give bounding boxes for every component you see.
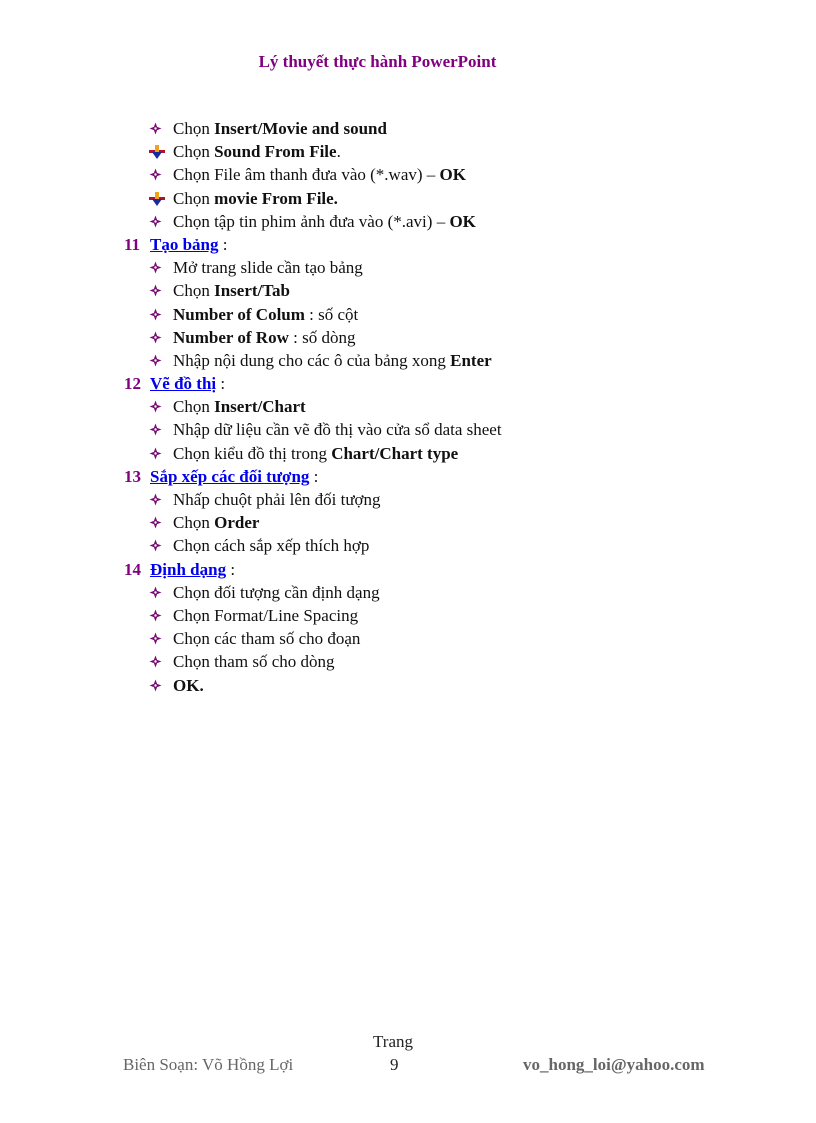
list-item <box>0 650 816 673</box>
diamond-icon <box>149 442 167 465</box>
page-header-title: Lý thuyết thực hành PowerPoint <box>258 52 497 71</box>
section-number: 13 <box>124 466 141 486</box>
diamond-icon <box>149 303 167 326</box>
text-segment: Insert/Tab <box>214 281 290 301</box>
text-segment: OK. <box>173 675 204 695</box>
list-item-text <box>173 256 363 279</box>
section-number: 11 <box>124 234 141 254</box>
text-segment: Chọn <box>173 513 215 533</box>
document-body <box>0 117 816 697</box>
diamond-icon <box>149 674 167 697</box>
text-segment: Order <box>214 513 260 533</box>
section-title <box>150 372 225 395</box>
section-title-suffix: : <box>216 374 226 394</box>
section-title <box>150 233 227 256</box>
list-item-text <box>173 395 306 418</box>
text-segment: Insert/Movie and sound <box>214 119 387 138</box>
text-segment: . <box>336 142 341 162</box>
section-heading <box>0 233 816 256</box>
text-segment: Number of Colum <box>173 304 305 324</box>
diamond-icon <box>149 326 167 349</box>
list-item <box>0 674 816 697</box>
section-heading <box>0 465 816 488</box>
diamond-icon <box>149 604 167 627</box>
list-item-text <box>173 349 492 372</box>
text-segment: Chọn Format/Line Spacing <box>173 605 359 625</box>
list-item <box>0 140 816 163</box>
list-item-text <box>173 117 387 140</box>
list-item <box>0 187 816 210</box>
diamond-icon <box>149 627 167 650</box>
diamond-icon <box>149 488 167 511</box>
text-segment: movie From File. <box>214 188 338 208</box>
list-item-text <box>173 326 355 349</box>
section-title-link[interactable]: Vẽ đồ thị <box>150 374 217 394</box>
list-item <box>0 303 816 326</box>
diamond-icon <box>149 534 167 557</box>
section-number: 12 <box>124 374 141 394</box>
list-item <box>0 488 816 511</box>
footer-email: vo_hong_loi@yahoo.com <box>523 1055 705 1074</box>
section-title-suffix: : <box>218 234 228 254</box>
footer-page-number: 9 <box>390 1055 399 1074</box>
diamond-icon <box>149 163 167 186</box>
list-item <box>0 210 816 233</box>
text-segment: Chart/Chart type <box>331 443 459 463</box>
section-title-link[interactable]: Tạo bảng <box>150 234 219 254</box>
list-item-text <box>173 534 369 557</box>
text-segment: Chọn <box>173 119 215 138</box>
diamond-icon <box>149 511 167 534</box>
diamond-icon <box>149 210 167 233</box>
text-segment: Chọn đối tượng cần định dạng <box>173 582 380 602</box>
footer-author: Biên Soạn: Võ Hồng Lợi <box>123 1055 294 1074</box>
text-segment: Nhập dữ liệu cần vẽ đồ thị vào cửa sổ data sheet <box>173 420 502 440</box>
text-segment: Chọn cách sắp xếp thích hợp <box>173 536 370 556</box>
list-item <box>0 279 816 302</box>
list-item <box>0 442 816 465</box>
text-segment: Chọn các tham số cho đoạn <box>173 629 361 649</box>
text-segment: OK <box>449 211 476 231</box>
section-heading <box>0 372 816 395</box>
list-item <box>0 418 816 441</box>
text-segment: Chọn kiểu đồ thị trong <box>173 443 332 463</box>
section-heading <box>0 558 816 581</box>
arrow-icon <box>149 187 167 210</box>
text-segment: Chọn <box>173 142 215 162</box>
list-item <box>0 534 816 557</box>
diamond-icon <box>149 418 167 441</box>
diamond-icon <box>149 650 167 673</box>
text-segment: Mở trang slide cần tạo bảng <box>173 258 363 278</box>
footer-page-label: Trang <box>373 1032 413 1051</box>
list-item <box>0 627 816 650</box>
section-title <box>150 558 235 581</box>
section-title <box>150 465 318 488</box>
arrow-icon <box>149 140 167 163</box>
text-segment: Chọn File âm thanh đưa vào (*.wav) – <box>173 165 440 185</box>
text-segment: Nhấp chuột phải lên đối tượng <box>173 490 381 509</box>
text-segment: : số cột <box>304 304 359 324</box>
list-item-text <box>173 511 259 534</box>
list-item-text <box>173 187 338 210</box>
text-segment: OK <box>439 165 466 185</box>
diamond-icon <box>149 395 167 418</box>
list-item <box>0 117 816 140</box>
list-item <box>0 581 816 604</box>
diamond-icon <box>149 581 167 604</box>
list-item <box>0 511 816 534</box>
list-item-text <box>173 210 476 233</box>
list-item-text <box>173 604 358 627</box>
diamond-icon <box>149 256 167 279</box>
text-segment: Chọn <box>173 281 215 301</box>
diamond-icon <box>149 279 167 302</box>
list-item <box>0 349 816 372</box>
text-segment: Nhập nội dung cho các ô của bảng xong <box>173 350 451 370</box>
section-title-suffix: : <box>309 466 319 486</box>
list-item <box>0 163 816 186</box>
list-item-text <box>173 627 360 650</box>
text-segment: Chọn tham số cho dòng <box>173 652 335 672</box>
section-title-link[interactable]: Định dạng <box>150 559 227 579</box>
list-item-text <box>173 279 290 302</box>
list-item-text <box>173 418 502 441</box>
list-item <box>0 326 816 349</box>
text-segment: Chọn <box>173 397 215 417</box>
list-item <box>0 604 816 627</box>
list-item-text <box>173 163 466 186</box>
list-item-text <box>173 650 335 673</box>
section-title-link[interactable]: Sắp xếp các đối tượng <box>150 466 310 486</box>
list-item-text <box>173 442 458 465</box>
text-segment: Number of Row <box>173 327 289 347</box>
text-segment: Insert/Chart <box>214 397 306 417</box>
list-item-text <box>173 674 204 697</box>
list-item-text <box>173 303 358 326</box>
list-item-text <box>173 581 380 604</box>
text-segment: Chọn tập tin phim ảnh đưa vào (*.avi) – <box>173 211 450 231</box>
text-segment: Chọn <box>173 188 215 208</box>
list-item-text <box>173 140 341 163</box>
text-segment: Enter <box>450 350 492 370</box>
text-segment: Sound From File <box>214 142 337 162</box>
list-item <box>0 256 816 279</box>
diamond-icon <box>149 349 167 372</box>
text-segment: : số dòng <box>288 327 356 347</box>
diamond-icon <box>149 117 167 140</box>
list-item-text <box>173 488 381 511</box>
list-item <box>0 395 816 418</box>
section-title-suffix: : <box>226 559 236 579</box>
section-number: 14 <box>124 559 141 579</box>
